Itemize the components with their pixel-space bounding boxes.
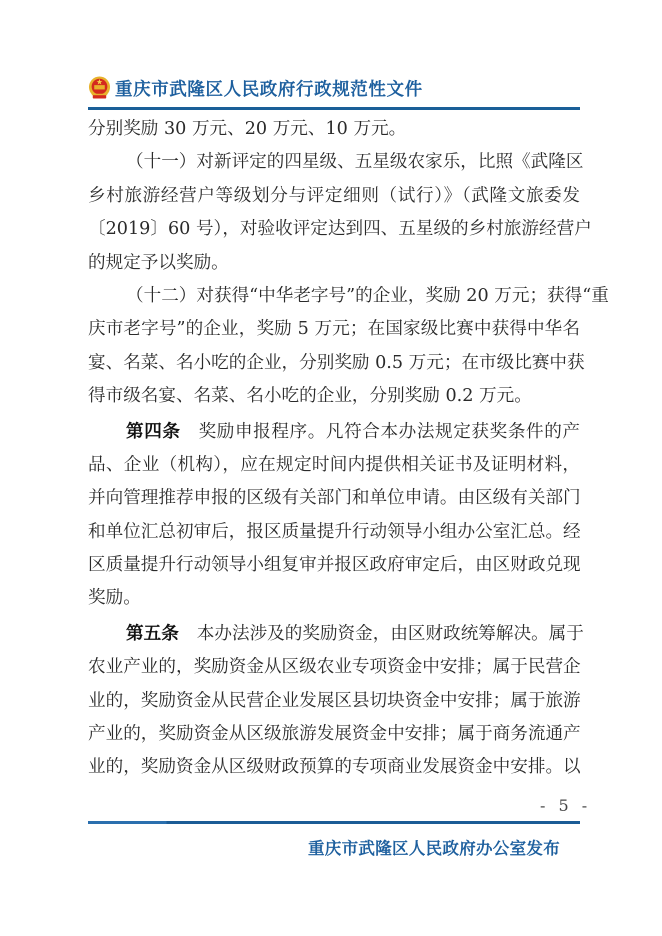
text-line: 本办法涉及的奖励资金，由区财政统筹解决。属于 — [196, 623, 584, 644]
text-line: 的规定予以奖励。 — [88, 252, 229, 273]
text-line: 奖励申报程序。凡符合本办法规定获奖条件的产 — [198, 421, 580, 442]
text-line: 奖励。 — [88, 588, 141, 609]
page-number: - 5 - — [540, 796, 592, 815]
footer-publisher: 重庆市武隆区人民政府办公室发布 — [308, 839, 560, 858]
text-line: 得市级名宴、名菜、名小吃的企业，分别奖励 0.2 万元。 — [88, 386, 532, 407]
text-line: 庆市老字号”的企业，奖励 5 万元；在国家级比赛中获得中华名 — [88, 319, 580, 340]
text-line: 业的，奖励资金从区级财政预算的专项商业发展资金中安排。以 — [88, 757, 581, 778]
text-line: 分别奖励 30 万元、20 万元、10 万元。 — [88, 119, 407, 139]
text-line: 并向管理推荐申报的区级有关部门和单位申请。由区级有关部门 — [88, 488, 581, 509]
text-line: 和单位汇总初审后，报区质量提升行动领导小组办公室汇总。经 — [88, 521, 581, 542]
text-line: 农业产业的，奖励资金从区级农业专项资金中安排；属于民营企 — [88, 657, 581, 678]
national-emblem-icon — [88, 75, 111, 101]
document-header — [88, 73, 580, 103]
text-line: 业的，奖励资金从民营企业发展区县切块资金中安排；属于旅游 — [88, 690, 581, 711]
text-line: 乡村旅游经营户等级划分与评定细则（试行）》（武隆文旅委发 — [88, 185, 580, 206]
header-title: 重庆市武隆区人民政府行政规范性文件 — [115, 79, 423, 100]
text-line: （十一）对新评定的四星级、五星级农家乐，比照《武隆区 — [126, 152, 584, 173]
footer-divider — [88, 821, 580, 824]
text-line: 〔2019〕60 号），对验收评定达到四、五星级的乡村旅游经营户 — [88, 219, 592, 240]
article-5-first-line — [88, 618, 584, 651]
document-body — [88, 113, 609, 785]
text-line: 区质量提升行动领导小组复审并报区政府审定后，由区财政兑现 — [88, 555, 581, 576]
article-4-first-line — [88, 416, 580, 449]
text-line: 品、企业（机构），应在规定时间内提供相关证书及证明材料， — [88, 454, 580, 475]
text-line: （十二）对获得“中华老字号”的企业，奖励 20 万元；获得“重 — [126, 285, 609, 306]
text-line: 宴、名菜、名小吃的企业，分别奖励 0.5 万元；在市级比赛中获 — [88, 352, 585, 373]
article-5-label: 第五条 — [126, 623, 179, 644]
article-4-label: 第四条 — [126, 421, 181, 442]
text-line: 产业的，奖励资金从区级旅游发展资金中安排；属于商务流通产 — [88, 724, 581, 745]
header-divider — [88, 107, 580, 110]
